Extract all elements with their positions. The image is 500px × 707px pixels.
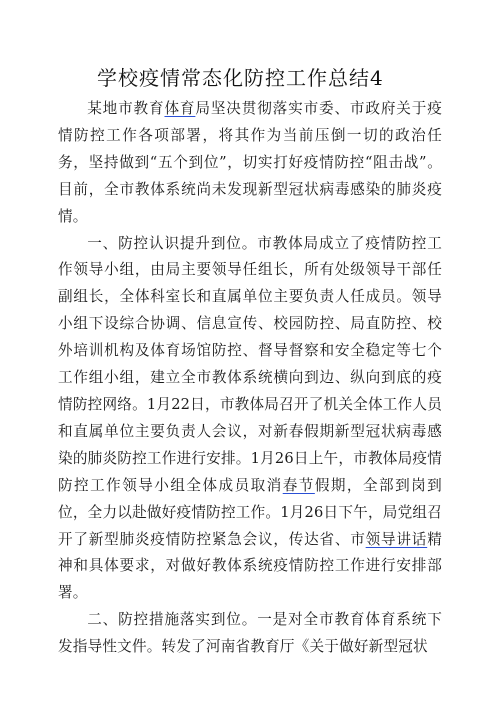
keyword-link-tiyu[interactable]: 体育 [164, 100, 196, 117]
keyword-link-lingdao-jianghua[interactable]: 领导讲话 [365, 530, 428, 548]
keyword-link-chunjie[interactable]: 春节 [282, 476, 315, 494]
paragraph-section-1-text-3: 精神和具体要求，对做好教体系统疫情防控工作进行安排部署。 [58, 530, 442, 602]
paragraph-section-1 [58, 231, 442, 608]
paragraph-section-2-text: 二、防控措施落实到位。一是对全市教育体育系统下发指导性文件。转发了河南省教育厅《关于做好新型冠状 [58, 611, 442, 656]
paragraph-section-2 [58, 607, 442, 661]
document-body [58, 96, 442, 661]
paragraph-section-1-text-1: 一、防控认识提升到位。市教体局成立了疫情防控工作领导小组，由局主要领导任组长，所有处级领导干部任副组长，全体科室长和直属单位主要负责人任成员。领导小组下设综合协调、信息宣传、校园防控、局直防控、校外培训机构及体育场馆防控、督导督察和安全稳定等七个工作组小组，建立全市教体系统横向到边、纵向到底的疫情防控网络。1月22日，市教体局召开了机关全体工作人员和直属单位主要负责人会议，对新春假期新型冠状病毒感染的肺炎防控工作进行安排。1月26日上午，市教体局疫情防控工作领导小组全体成员取消 [58, 234, 442, 494]
paragraph-intro [58, 96, 442, 231]
paragraph-intro-text-2: 局坚决贯彻落实市委、市政府关于疫情防控工作各项部署，将其作为当前压倒一切的政治任务，坚持做到“五个到位”，切实打好疫情防控“阻击战”。目前，全市教体系统尚未发现新型冠状病毒感染的肺炎疫情。 [58, 100, 442, 225]
paragraph-section-1-text-2: 假期，全部到岗到位，全力以赴做好疫情防控工作。1月26日下午，局党组召开了新型肺炎疫情防控紧急会议，传达省、市 [58, 476, 442, 548]
document-title: 学校疫情常态化防控工作总结4 [97, 66, 384, 90]
paragraph-intro-text-1: 某地市教育 [87, 100, 165, 117]
